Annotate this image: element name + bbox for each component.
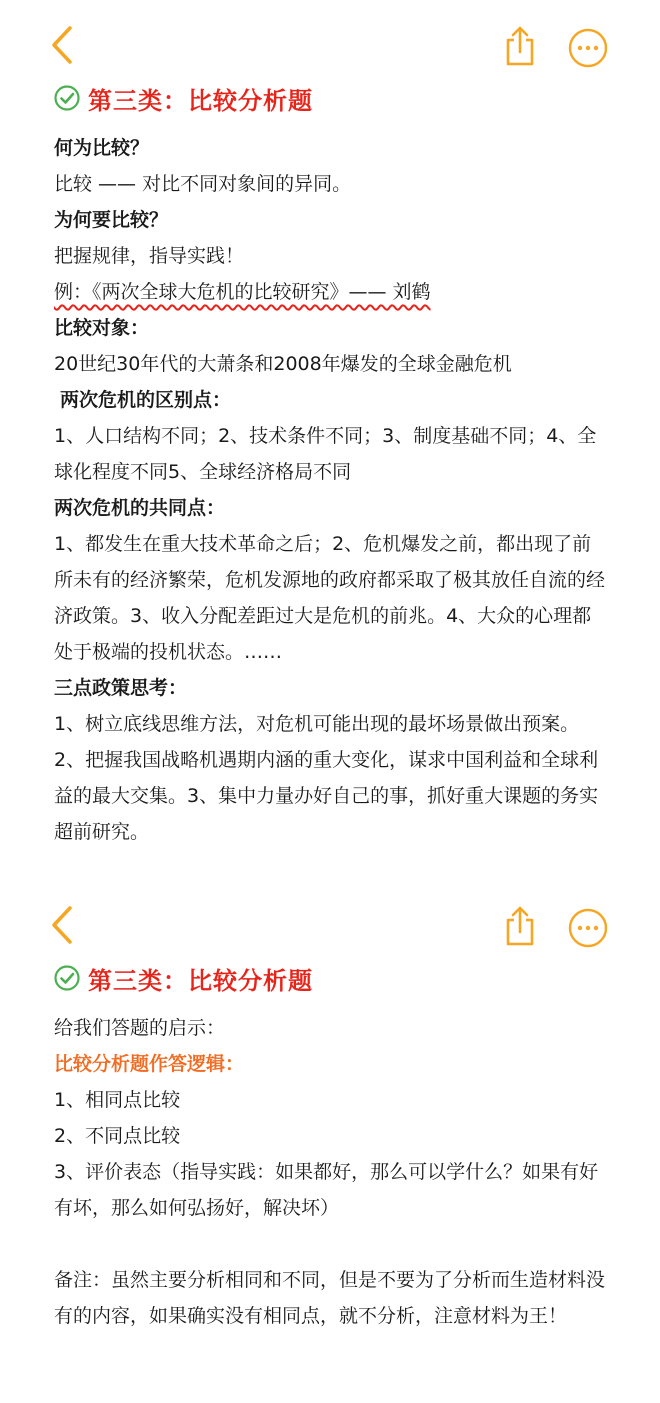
text-line: 两次危机的区别点： [60, 389, 232, 411]
back-chevron-icon[interactable] [44, 22, 80, 68]
check-circle-icon [54, 85, 80, 111]
section-heading [54, 78, 660, 118]
text-line: 比较 —— 对比不同对象间的异同。 [54, 173, 352, 195]
text-line: 三点政策思考： [54, 677, 188, 699]
note-body [0, 118, 660, 850]
note-body [0, 998, 660, 1334]
example-citation: 例：《两次全球大危机的比较研究》—— 刘鹤 [54, 281, 431, 303]
text-line: 1、人口结构不同；2、技术条件不同；3、制度基础不同；4、全球化程度不同5、全球经济格局不同 [54, 425, 597, 483]
check-circle-icon [54, 965, 80, 991]
more-options-icon[interactable] [566, 906, 610, 950]
note-screen-2 [0, 880, 660, 1403]
text-line: 1、都发生在重大技术革命之后；2、危机爆发之前，都出现了前所未有的经济繁荣，危机发源地的政府都采取了极其放任自流的经济政策。3、收入分配差距过大是危机的前兆。4、大众的心理都处于极端的投机状态。…… [54, 533, 606, 663]
back-chevron-icon[interactable] [44, 902, 80, 948]
text-line: 比较分析题作答逻辑： [54, 1053, 245, 1075]
share-icon[interactable] [498, 24, 542, 68]
share-icon[interactable] [498, 904, 542, 948]
top-bar [0, 0, 660, 78]
text-line: 1、相同点比较 [54, 1089, 181, 1111]
text-line: 2、不同点比较 [54, 1125, 181, 1147]
blank-line [54, 1226, 610, 1262]
more-options-icon[interactable] [566, 26, 610, 70]
section-heading [54, 958, 660, 998]
text-line: 1、树立底线思维方法，对危机可能出现的最坏场景做出预案。2、把握我国战略机遇期内涵的重大变化，谋求中国利益和全球利益的最大交集。3、集中力量办好自己的事，抓好重大课题的务实超前研究。 [54, 713, 599, 843]
text-line: 给我们答题的启示： [54, 1017, 226, 1039]
top-bar [0, 880, 660, 958]
text-line: 两次危机的共同点： [54, 497, 226, 519]
text-line [54, 274, 610, 310]
text-line: 3、评价表态（指导实践：如果都好，那么可以学什么？如果有好有坏，那么如何弘扬好，解决坏） [54, 1161, 599, 1219]
section-heading-text: 第三类：比较分析题 [88, 966, 313, 995]
text-line: 20世纪30年代的大萧条和2008年爆发的全球金融危机 [54, 353, 512, 375]
text-line: 备注：虽然主要分析相同和不同，但是不要为了分析而生造材料没有的内容，如果确实没有相同点，就不分析，注意材料为王！ [54, 1269, 606, 1327]
text-line: 比较对象： [54, 317, 150, 339]
text-line: 何为比较？ [54, 137, 150, 159]
section-heading-text: 第三类：比较分析题 [88, 86, 313, 115]
text-line: 把握规律，指导实践！ [54, 245, 245, 267]
text-line: 为何要比较？ [54, 209, 169, 231]
